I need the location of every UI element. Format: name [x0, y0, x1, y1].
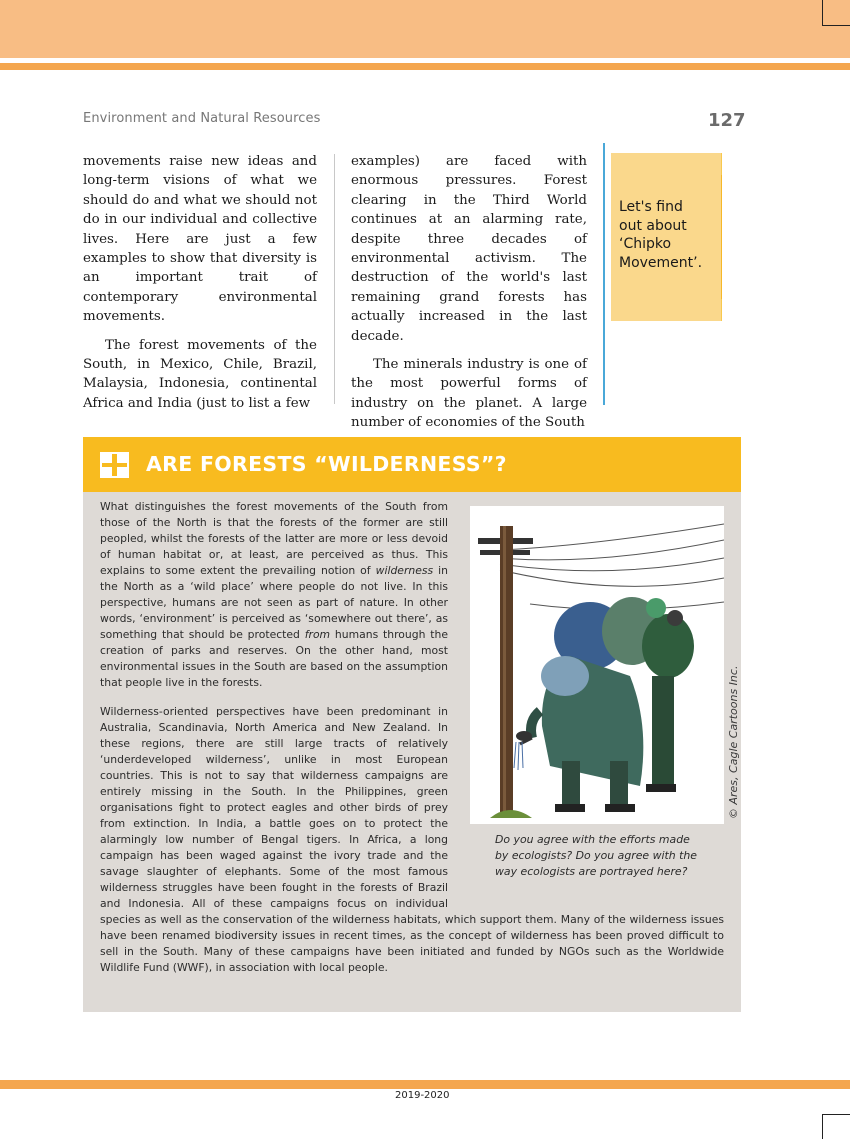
activity-text: Let's find out about ‘Chipko Movement’. [619, 199, 703, 271]
footer-rule [0, 1080, 850, 1089]
paragraph: examples) are faced with enormous pressures. Forest clearing in the Third World continues at an alarming rate, despite three decades of environmental activism. The destruction of the world's last remaining grand forests has actually increased in the last decade. [351, 154, 587, 344]
sidebar-divider [603, 143, 605, 405]
cartoon-caption: Do you agree with the efforts made by ecologists? Do you agree with the way ecologists are portrayed here? [495, 833, 698, 878]
header-rule [0, 63, 850, 70]
running-head: Environment and Natural Resources [83, 111, 321, 126]
paragraph: movements raise new ideas and long-term visions of what we should do and what we should not do in our individual and collective lives. Here are just a few examples to show that diversity is an important trait of contemporary environmental movements. [83, 154, 317, 325]
crop-mark-bottom-right [822, 1114, 850, 1139]
image-credit: © Ares, Cagle Cartoons Inc. [727, 665, 740, 819]
crop-mark-top-right [822, 0, 850, 26]
feature-box-title: ARE FORESTS “WILDERNESS”? [146, 452, 507, 476]
header-band [0, 0, 850, 58]
cartoon-image [470, 506, 724, 824]
paragraph: What distinguishes the forest movements of the South from those of the North is that the forests of the former are still peopled, whilst the forests of the latter are more or less devoid of human habitat or, at least, are perceived as thus. This explains to some extent the prevailing notion of wilderness in the North as a ‘wild place’ where people do not live. In this perspective, humans are not seen as part of nature. In other words, ‘environment’ is perceived as ‘somewhere out there’, as something that should be protected from humans through the creation of parks and reserves. On the other hand, most environmental issues in the South are based on the assumption that people live in the forests. [100, 500, 449, 689]
paragraph: The forest movements of the South, in Mexico, Chile, Brazil, Malaysia, Indonesia, continental Africa and India (just to list a few [83, 337, 317, 411]
page-number: 127 [708, 110, 746, 131]
plus-box-icon [100, 452, 129, 478]
paragraph: Wilderness-oriented perspectives have been predominant in Australia, Scandinavia, North America and New Zealand. In these regions, there are still large tracts of relatively ‘underdeveloped wilderness’, unlike in most European countries. This is not to say that wilderness campaigns are entirely missing in the South. In the Philippines, green organisations fight to protect eagles and other birds of prey from extinction. In India, a battle goes on to protect the alarmingly low number of Bengal tigers. In Africa, a long campaign has been waged against the ivory trade and the savage slaughter of elephants. Some of the most famous wilderness struggles have been fought in the forests of Brazil and Indonesia. All of these campaigns focus on individual species as well as the conservation of the wilderness habitats, which support them. Many of the wilderness issues have been renamed biodiversity issues in recent times, as the concept of wilderness has been proved difficult to sell in the South. Many of these campaigns have been initiated and funded by NGOs such as the Worldwide Wildlife Fund (WWF), in association with local people. [100, 705, 724, 974]
column-divider [334, 154, 335, 404]
text-column-2 [351, 152, 587, 433]
feature-box-header [83, 437, 741, 492]
footer-year: 2019-2020 [395, 1090, 450, 1101]
paragraph: The minerals industry is one of the most powerful forms of industry on the planet. A large number of economies of the South [351, 357, 587, 431]
text-column-1 [83, 152, 317, 413]
